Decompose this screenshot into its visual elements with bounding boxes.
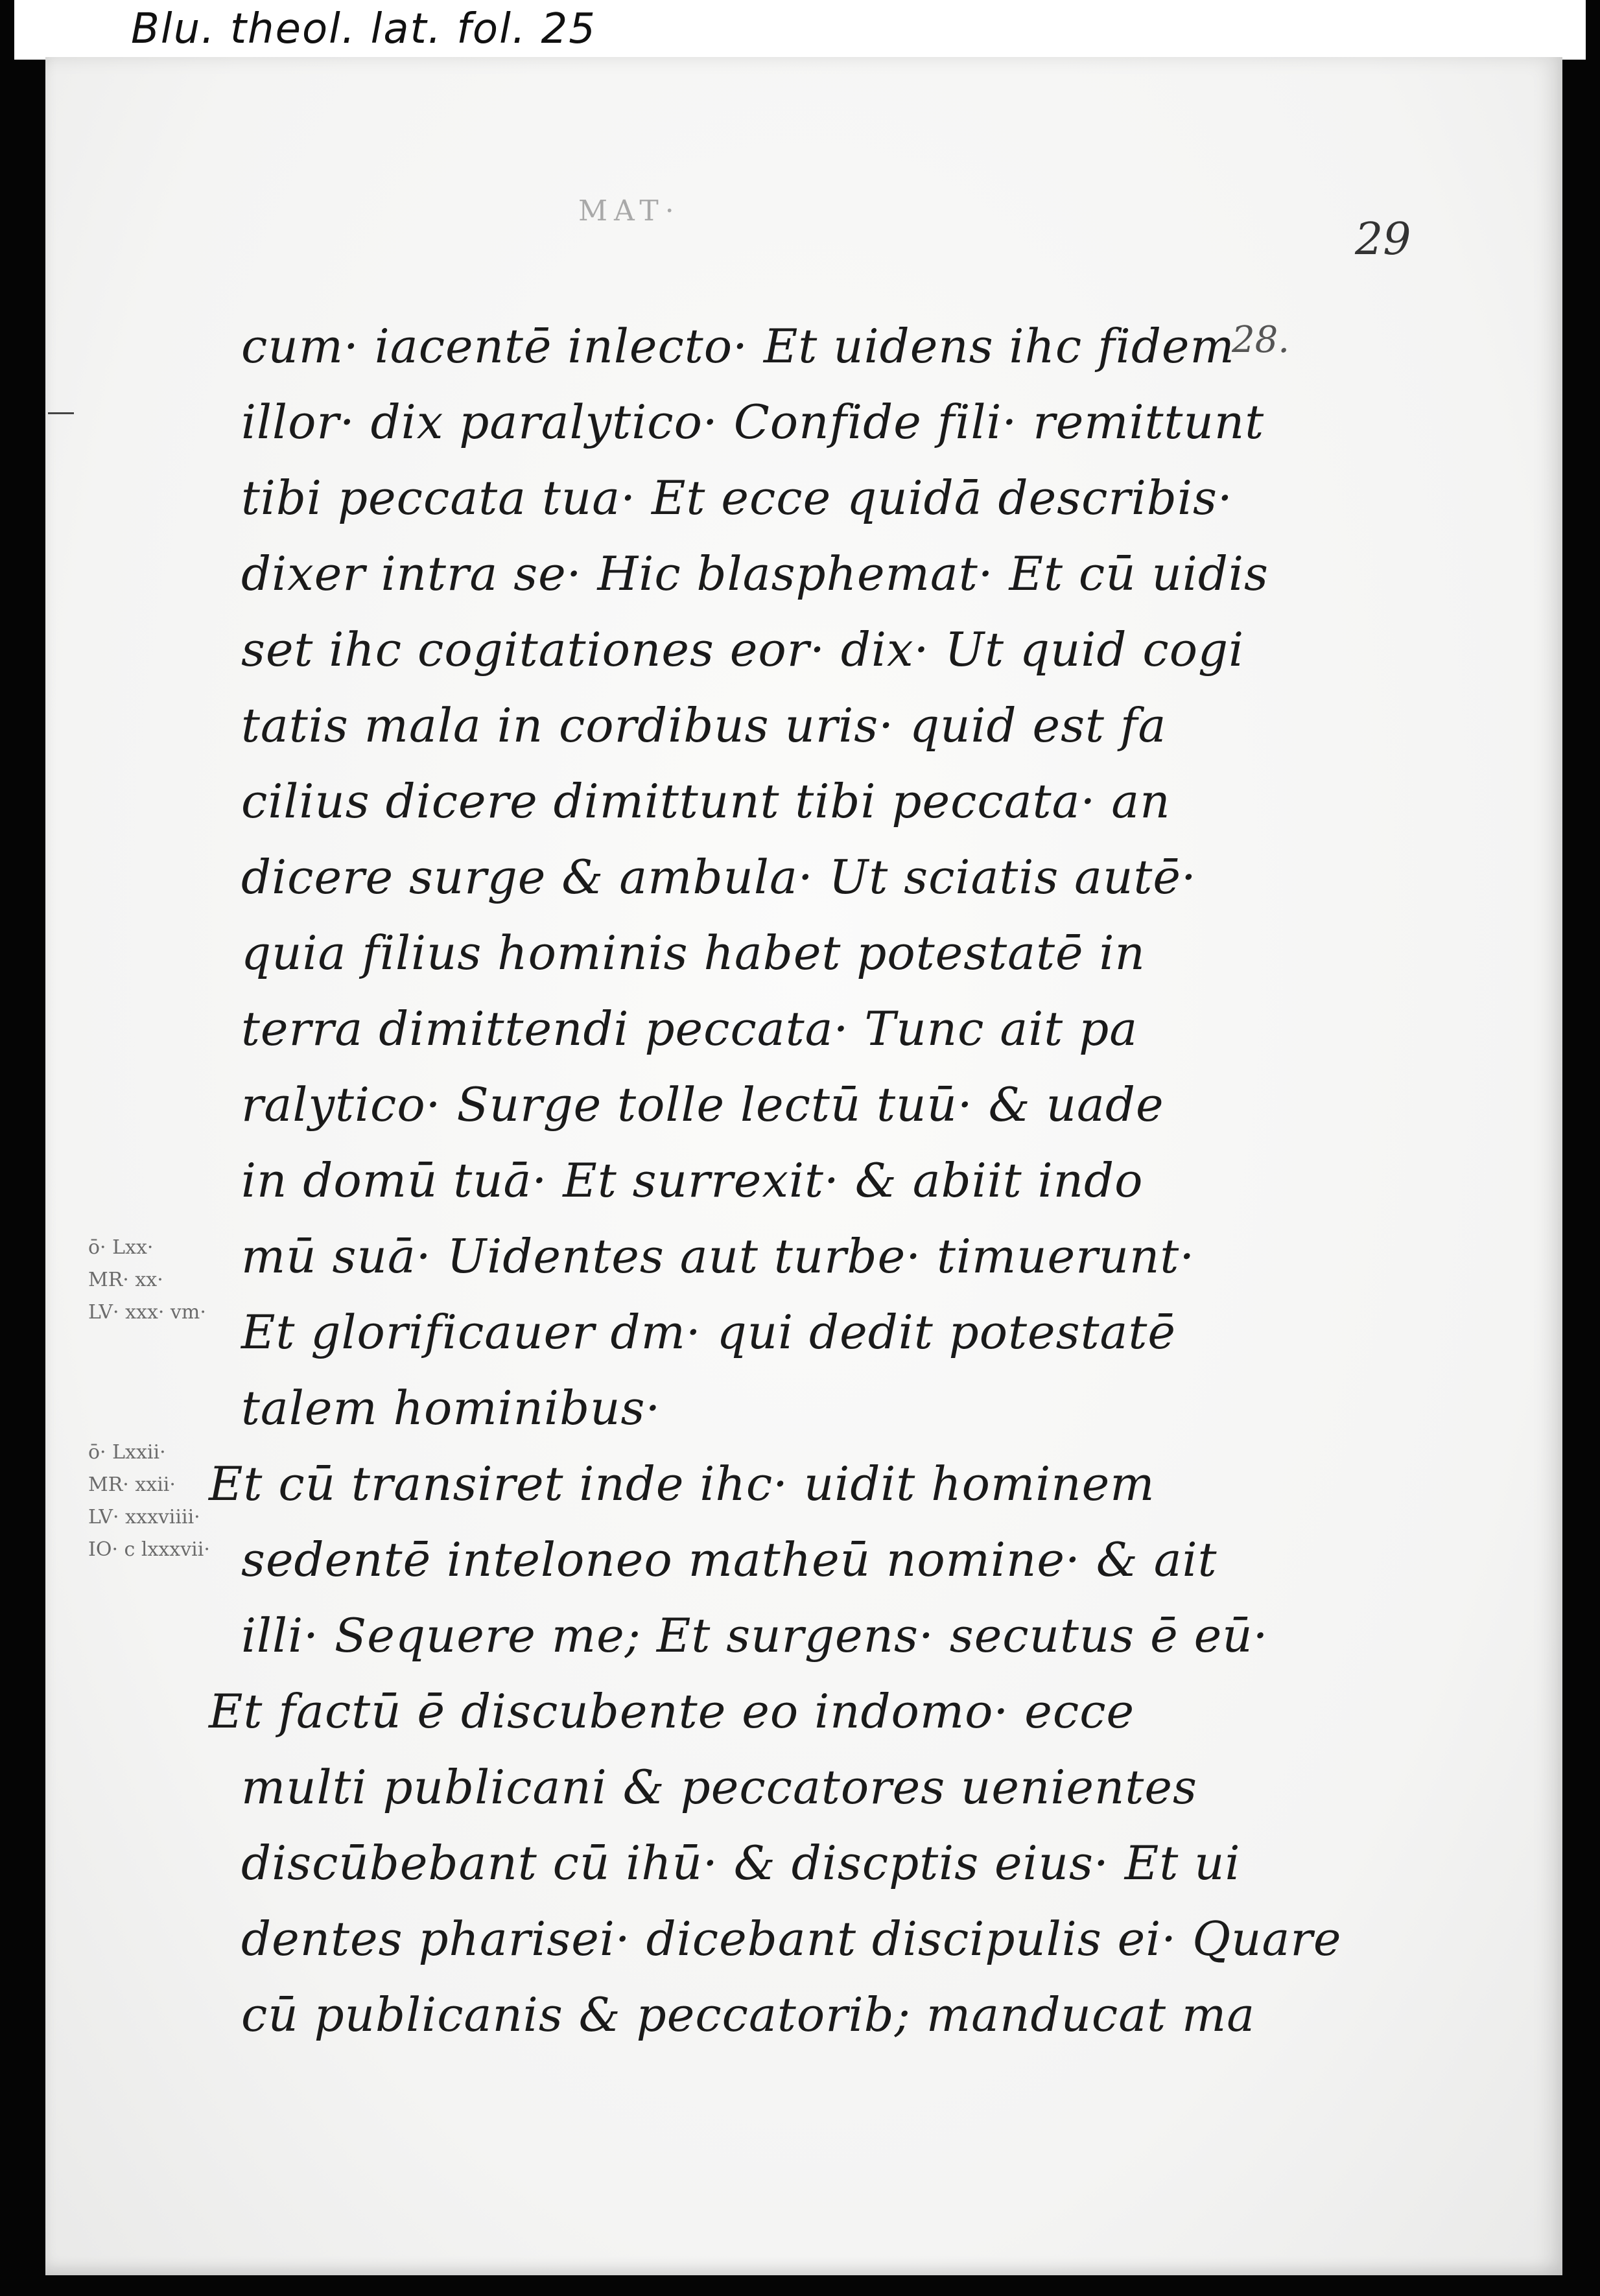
text-line: in domū tuā· Et surrexit· & abiit indo — [241, 1153, 1144, 1208]
text-line: dentes pharisei· dicebant discipulis ei· Quare — [241, 1912, 1342, 1966]
margin-number: 28. — [1232, 319, 1290, 361]
text-line: sedentē inteloneo matheū nomine· & ait — [241, 1532, 1218, 1587]
gloss-line: LV· xxxviiii· — [88, 1506, 200, 1529]
text-line: illi· Sequere me; Et surgens· secutus ē eū· — [241, 1608, 1269, 1663]
text-line: quia filius hominis habet potestatē in — [241, 926, 1146, 980]
text-line: tibi peccata tua· Et ecce quidā describis· — [241, 471, 1233, 525]
gloss-line: ō· Lxx· — [88, 1236, 154, 1259]
text-line: mū suā· Uidentes aut turbe· timuerunt· — [241, 1229, 1195, 1283]
running-head: MAT· — [578, 194, 681, 228]
margin-gloss — [88, 1232, 206, 1329]
gloss-line: ō· Lxxii· — [88, 1441, 166, 1464]
text-line: dixer intra se· Hic blasphemat· Et cū uidis — [241, 546, 1269, 601]
text-line: discūbebant cū ihū· & discptis eius· Et ui — [241, 1836, 1241, 1890]
folio-number: 29 — [1355, 214, 1411, 265]
gloss-line: MR· xxii· — [88, 1473, 176, 1496]
text-line: dicere surge & ambula· Ut sciatis autē· — [241, 850, 1197, 904]
gloss-line: MR· xx· — [88, 1269, 163, 1291]
text-line: cilius dicere dimittunt tibi peccata· an — [241, 774, 1171, 828]
margin-gloss — [88, 1436, 210, 1566]
gloss-line: IO· c lxxxvii· — [88, 1538, 210, 1561]
text-line-initial: Et cū transiret inde ihc· uidit hominem — [209, 1457, 1155, 1511]
text-line: ralytico· Surge tolle lectū tuū· & uade — [241, 1077, 1164, 1132]
text-line: illor· dix paralytico· Confide fili· remittunt — [241, 395, 1265, 449]
text-line: Et glorificauer dm· qui dedit potestatē — [241, 1305, 1176, 1359]
gloss-line: LV· xxx· vm· — [88, 1301, 206, 1324]
shelfmark-text: Blu. theol. lat. fol. 25 — [131, 5, 596, 53]
text-line: talem hominibus· — [241, 1381, 661, 1435]
text-line-initial: Et factū ē discubente eo indomo· ecce — [209, 1684, 1135, 1739]
text-line: set ihc cogitationes eor· dix· Ut quid cogi — [241, 622, 1245, 677]
text-line: cū publicanis & peccatorib; manducat ma — [241, 1987, 1256, 2042]
margin-tick-mark — [48, 412, 74, 414]
text-line: cum· iacentē inlecto· Et uidens ihc fidem — [241, 319, 1235, 373]
text-line: tatis mala in cordibus uris· quid est fa — [241, 698, 1167, 753]
text-line: multi publicani & peccatores uenientes — [241, 1760, 1197, 1814]
text-line: terra dimittendi peccata· Tunc ait pa — [241, 1002, 1138, 1056]
shelfmark-label — [14, 0, 1586, 60]
